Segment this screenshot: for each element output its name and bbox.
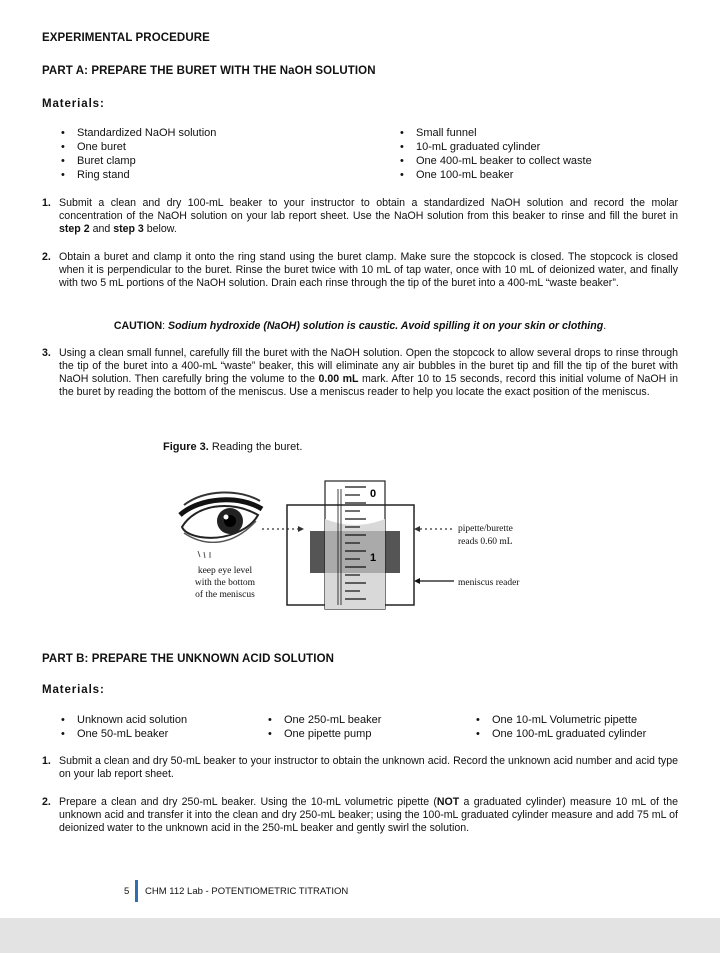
caution-label: CAUTION: [113, 320, 163, 332]
viewer-bottom-band: [0, 918, 720, 953]
figure-label-eye-2: with the bottom: [194, 578, 256, 588]
caution-note: CAUTION: Sodium hydroxide (NaOH) solution is caustic. Avoid spilling it on your skin or clothing.: [113, 320, 607, 332]
part-a-materials-label: Materials:: [42, 98, 105, 110]
part-b-step-1: [42, 755, 678, 781]
footer-divider: [135, 880, 138, 902]
list-item: • One pipette pump: [268, 727, 381, 741]
list-item: • Ring stand: [61, 168, 216, 182]
part-a-materials-list-2: [400, 126, 592, 182]
buret-figure: [170, 475, 550, 615]
list-item: • One 10-mL Volumetric pipette: [476, 713, 646, 727]
figure-label-eye-3: of the meniscus: [195, 590, 255, 600]
figure-label-reading-2: reads 0.60 mL: [458, 537, 513, 547]
figure-label: Figure 3.: [163, 441, 209, 453]
buret-mark-top: 0: [370, 488, 377, 500]
list-item: • 10-mL graduated cylinder: [400, 140, 592, 154]
list-item: • Buret clamp: [61, 154, 216, 168]
page-number: 5: [124, 886, 130, 897]
step-text: Obtain a buret and clamp it onto the ring stand using the buret clamp. Make sure the stopcock is closed. The stopcock is closed when it is perpendicular to the buret. Rinse the buret twice with 10 mL of tap water, once with 10 mL of deionized water, and finally with two 5 mL portions of the NaOH solution. Drain each rinse through the tip of the buret into a 400-mL “waste beaker”.: [59, 251, 678, 289]
list-item: • One 50-mL beaker: [61, 727, 187, 741]
part-b-title: PART B: PREPARE THE UNKNOWN ACID SOLUTION: [42, 653, 335, 665]
step-number: 2.: [42, 251, 51, 263]
part-a-step-1: 1. Submit a clean and dry 100-mL beaker to your instructor to obtain a standardized NaOH solution and record the molar concentration of the NaOH solution on your lab report sheet. Use the NaOH solution from this beaker to rinse and fill the buret in step 2 and step 3 below.: [42, 197, 678, 235]
part-b-materials-list-1: [61, 713, 187, 741]
list-item: • One buret: [61, 140, 216, 154]
list-item: • One 100-mL beaker: [400, 168, 592, 182]
figure-caption: Figure 3. Reading the buret.: [163, 441, 303, 453]
eye-icon: [180, 492, 262, 558]
part-b-materials-list-2: [268, 713, 381, 741]
list-item: • Unknown acid solution: [61, 713, 187, 727]
step-number: 2.: [42, 796, 51, 808]
part-a-step-2: [42, 251, 678, 290]
figure-label-eye-1: keep eye level: [197, 566, 253, 576]
part-a-step-3: 3. Using a clean small funnel, carefully fill the buret with the NaOH solution. Open the stopcock to allow several drops to rinse through the tip of the buret into a 400-mL “waste” beaker, this will eliminate any air bubbles in the buret tip and fill the tip of the buret with NaOH solution. Then carefully bring the volume to the 0.00 mL mark. After 10 to 15 seconds, record this initial volume of NaOH in the buret by reading the bottom of the meniscus. Use a meniscus reader to help you locate the exact position of the meniscus.: [42, 347, 679, 398]
figure-label-reader: meniscus reader: [458, 578, 520, 588]
step-text: Submit a clean and dry 50-mL beaker to your instructor to obtain the unknown acid. Record the unknown acid number and acid type on your lab report sheet.: [59, 755, 678, 780]
list-item: • One 100-mL graduated cylinder: [476, 727, 646, 741]
step-number: 1.: [42, 197, 51, 209]
section-heading: EXPERIMENTAL PROCEDURE: [42, 32, 210, 44]
part-a-materials-list-1: [61, 126, 216, 182]
list-item: • One 250-mL beaker: [268, 713, 381, 727]
figure-label-reading-1: pipette/burette: [458, 524, 513, 534]
list-item: • Standardized NaOH solution: [61, 126, 216, 140]
step-number: 3.: [42, 347, 51, 359]
part-a-title: PART A: PREPARE THE BURET WITH THE NaOH SOLUTION: [42, 65, 376, 77]
list-item: • Small funnel: [400, 126, 592, 140]
caution-text: Sodium hydroxide (NaOH) solution is caustic. Avoid spilling it on your skin or clothing: [168, 320, 604, 332]
buret-mark-mid: 1: [370, 552, 377, 564]
step-number: 1.: [42, 755, 51, 767]
part-b-step-2: 2. Prepare a clean and dry 250-mL beaker. Using the 10-mL volumetric pipette (NOT a graduated cylinder) measure 10 mL of the unknown acid and transfer it into the clean and dry 250-mL beaker; using the 100-mL graduated cylinder measure and add 75 mL of deionized water to the unknown acid in the 250-mL beaker and gently swirl the solution.: [42, 796, 678, 834]
footer-course-title: CHM 112 Lab - POTENTIOMETRIC TITRATION: [145, 886, 349, 897]
part-b-materials-list-3: [476, 713, 646, 741]
part-b-materials-label: Materials:: [42, 684, 105, 696]
list-item: • One 400-mL beaker to collect waste: [400, 154, 592, 168]
